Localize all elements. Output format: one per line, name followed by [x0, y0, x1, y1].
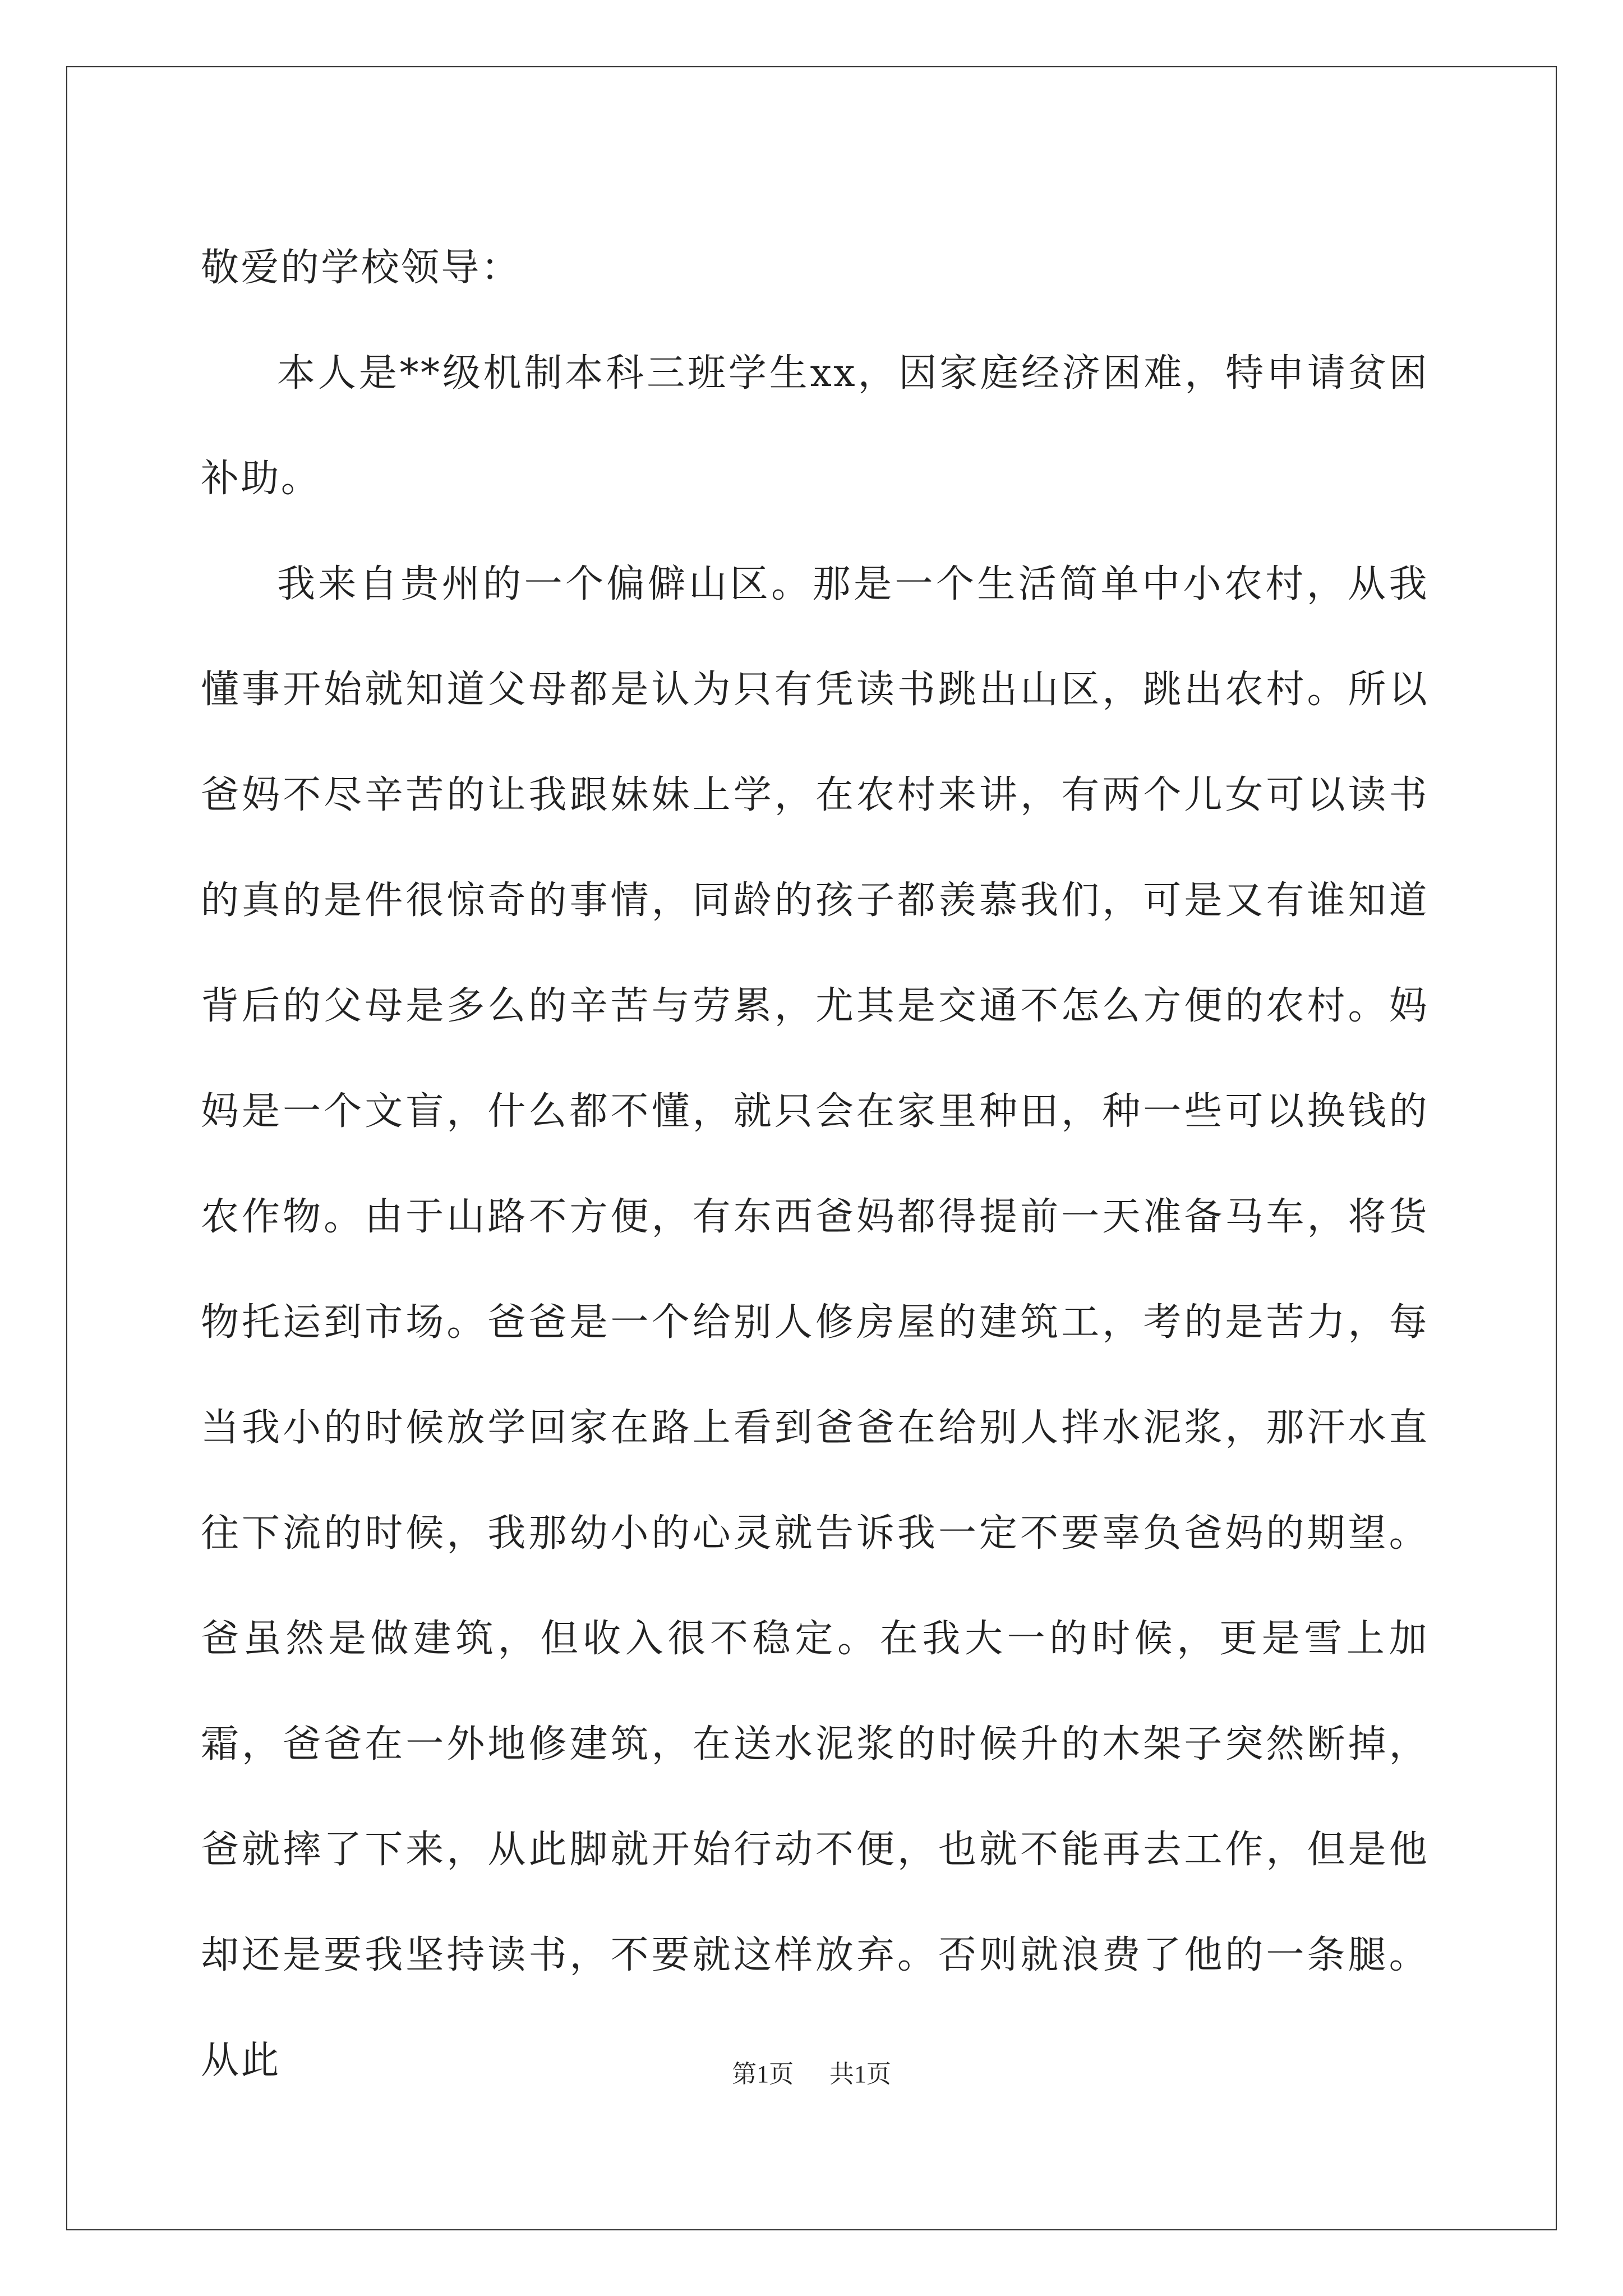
page-number-total: 共1页	[829, 2060, 891, 2088]
letter-body	[201, 215, 1429, 2114]
letter-salutation: 敬爱的学校领导：	[201, 246, 522, 290]
page-footer	[0, 2058, 1623, 2091]
page-number-current: 第1页	[732, 2060, 794, 2088]
letter-paragraph-background: 我来自贵州的一个偏僻山区。那是一个生活简单中小农村，从我懂事开始就知道父母都是认为只有凭读书跳出山区，跳出农村。所以爸妈不尽辛苦的让我跟妹妹上学，在农村来讲，有两个儿女可以读书的真的是件很惊奇的事情，同龄的孩子都羡慕我们，可是又有谁知道背后的父母是多么的辛苦与劳累，尤其是交通不怎么方便的农村。妈妈是一个文盲，什么都不懂，就只会在家里种田，种一些可以换钱的农作物。由于山路不方便，有东西爸妈都得提前一天准备马车，将货物托运到市场。爸爸是一个给别人修房屋的建筑工，考的是苦力，每当我小的时候放学回家在路上看到爸爸在给别人拌水泥浆，那汗水直往下流的时候，我那幼小的心灵就告诉我一定不要辜负爸妈的期望。爸虽然是做建筑，但收入很不稳定。在我大一的时候，更是雪上加霜，爸爸在一外地修建筑，在送水泥浆的时候升的木架子突然断掉，爸就摔了下来，从此脚就开始行动不便，也就不能再去工作，但是他却还是要我坚持读书，不要就这样放弃。否则就浪费了他的一条腿。从此	[201, 562, 1429, 2083]
letter-paragraph-intro: 本人是**级机制本科三班学生xx，因家庭经济困难，特申请贫困补助。	[201, 351, 1429, 501]
